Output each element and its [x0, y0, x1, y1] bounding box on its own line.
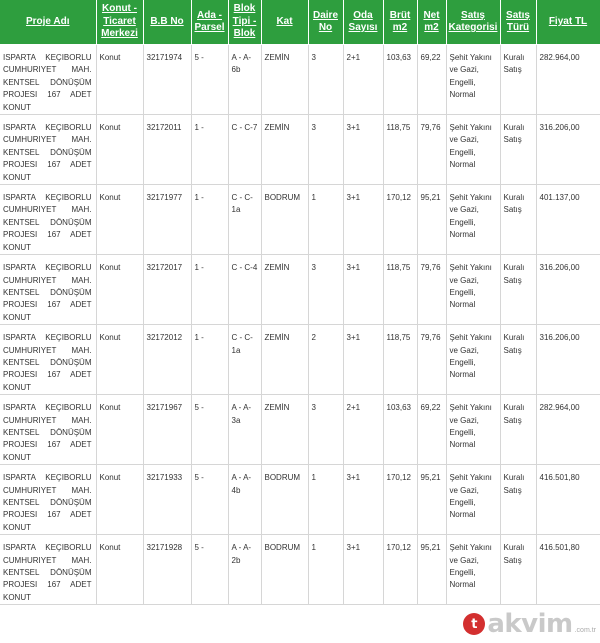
- cell-brut: 103,63: [383, 45, 417, 115]
- cell-bb: 32171967: [143, 395, 191, 465]
- col-header-fiyat[interactable]: Fiyat TL: [536, 0, 600, 45]
- cell-ada: 5 -: [191, 535, 228, 605]
- cell-proje: ISPARTA KEÇIBORLU CUMHURIYET MAH. KENTSEL DÖNÜŞÜM PROJESI 167 ADET KONUT: [0, 395, 96, 465]
- cell-kategori: Şehit Yakını ve Gazi, Engelli, Normal: [446, 535, 500, 605]
- cell-fiyat: 282.964,00: [536, 395, 600, 465]
- cell-proje: ISPARTA KEÇIBORLU CUMHURIYET MAH. KENTSEL DÖNÜŞÜM PROJESI 167 ADET KONUT: [0, 325, 96, 395]
- cell-ada: 5 -: [191, 395, 228, 465]
- takvim-logo-icon: t: [463, 613, 485, 635]
- table-row: [0, 325, 600, 395]
- cell-brut: 118,75: [383, 115, 417, 185]
- cell-kat: BODRUM: [261, 535, 308, 605]
- cell-blok: A - A-3a: [228, 395, 261, 465]
- cell-tur: Kuralı Satış: [500, 115, 536, 185]
- table-row: [0, 115, 600, 185]
- cell-kat: BODRUM: [261, 185, 308, 255]
- cell-daire: 2: [308, 325, 343, 395]
- cell-brut: 170,12: [383, 535, 417, 605]
- col-header-proje[interactable]: Proje Adı: [0, 0, 96, 45]
- cell-oda: 3+1: [343, 255, 383, 325]
- cell-tur: Kuralı Satış: [500, 395, 536, 465]
- cell-proje: ISPARTA KEÇIBORLU CUMHURIYET MAH. KENTSEL DÖNÜŞÜM PROJESI 167 ADET KONUT: [0, 255, 96, 325]
- cell-fiyat: 416.501,80: [536, 465, 600, 535]
- col-header-tur[interactable]: Satış Türü: [500, 0, 536, 45]
- watermark-text: akvim: [487, 609, 573, 639]
- col-header-bb[interactable]: B.B No: [143, 0, 191, 45]
- cell-ada: 1 -: [191, 325, 228, 395]
- cell-bb: 32172012: [143, 325, 191, 395]
- cell-tur: Kuralı Satış: [500, 325, 536, 395]
- cell-net: 79,76: [417, 325, 446, 395]
- cell-konut: Konut: [96, 45, 143, 115]
- cell-konut: Konut: [96, 115, 143, 185]
- cell-kategori: Şehit Yakını ve Gazi, Engelli, Normal: [446, 185, 500, 255]
- cell-konut: Konut: [96, 185, 143, 255]
- watermark: [463, 609, 596, 639]
- watermark-suffix: .com.tr: [574, 626, 596, 634]
- cell-kategori: Şehit Yakını ve Gazi, Engelli, Normal: [446, 115, 500, 185]
- cell-kat: ZEMİN: [261, 395, 308, 465]
- cell-kategori: Şehit Yakını ve Gazi, Engelli, Normal: [446, 45, 500, 115]
- table-body: [0, 45, 600, 605]
- cell-kategori: Şehit Yakını ve Gazi, Engelli, Normal: [446, 255, 500, 325]
- cell-tur: Kuralı Satış: [500, 45, 536, 115]
- cell-brut: 118,75: [383, 325, 417, 395]
- cell-bb: 32172011: [143, 115, 191, 185]
- cell-ada: 1 -: [191, 185, 228, 255]
- cell-kategori: Şehit Yakını ve Gazi, Engelli, Normal: [446, 325, 500, 395]
- cell-blok: A - A-2b: [228, 535, 261, 605]
- table-header-row: [0, 0, 600, 45]
- cell-bb: 32172017: [143, 255, 191, 325]
- cell-ada: 5 -: [191, 465, 228, 535]
- cell-oda: 3+1: [343, 465, 383, 535]
- cell-daire: 1: [308, 465, 343, 535]
- cell-kat: ZEMİN: [261, 325, 308, 395]
- table-row: [0, 465, 600, 535]
- cell-kat: ZEMİN: [261, 115, 308, 185]
- cell-proje: ISPARTA KEÇIBORLU CUMHURIYET MAH. KENTSEL DÖNÜŞÜM PROJESI 167 ADET KONUT: [0, 115, 96, 185]
- cell-daire: 3: [308, 45, 343, 115]
- cell-konut: Konut: [96, 255, 143, 325]
- cell-proje: ISPARTA KEÇIBORLU CUMHURIYET MAH. KENTSEL DÖNÜŞÜM PROJESI 167 ADET KONUT: [0, 465, 96, 535]
- cell-fiyat: 316.206,00: [536, 325, 600, 395]
- cell-blok: C - C-4: [228, 255, 261, 325]
- cell-daire: 3: [308, 395, 343, 465]
- cell-blok: C - C-1a: [228, 325, 261, 395]
- table-row: [0, 535, 600, 605]
- col-header-oda[interactable]: Oda Sayısı: [343, 0, 383, 45]
- cell-ada: 5 -: [191, 45, 228, 115]
- cell-daire: 1: [308, 535, 343, 605]
- cell-net: 79,76: [417, 115, 446, 185]
- col-header-kat[interactable]: Kat: [261, 0, 308, 45]
- cell-oda: 2+1: [343, 45, 383, 115]
- cell-konut: Konut: [96, 535, 143, 605]
- col-header-konut[interactable]: Konut - Ticaret Merkezi: [96, 0, 143, 45]
- cell-konut: Konut: [96, 465, 143, 535]
- cell-fiyat: 401.137,00: [536, 185, 600, 255]
- cell-fiyat: 316.206,00: [536, 255, 600, 325]
- cell-blok: C - C-1a: [228, 185, 261, 255]
- cell-fiyat: 416.501,80: [536, 535, 600, 605]
- cell-bb: 32171977: [143, 185, 191, 255]
- cell-net: 69,22: [417, 45, 446, 115]
- cell-proje: ISPARTA KEÇIBORLU CUMHURIYET MAH. KENTSEL DÖNÜŞÜM PROJESI 167 ADET KONUT: [0, 535, 96, 605]
- cell-kat: ZEMİN: [261, 45, 308, 115]
- cell-oda: 3+1: [343, 325, 383, 395]
- cell-net: 69,22: [417, 395, 446, 465]
- cell-ada: 1 -: [191, 255, 228, 325]
- table-row: [0, 45, 600, 115]
- cell-daire: 1: [308, 185, 343, 255]
- cell-kategori: Şehit Yakını ve Gazi, Engelli, Normal: [446, 395, 500, 465]
- cell-bb: 32171928: [143, 535, 191, 605]
- cell-kategori: Şehit Yakını ve Gazi, Engelli, Normal: [446, 465, 500, 535]
- cell-proje: ISPARTA KEÇIBORLU CUMHURIYET MAH. KENTSEL DÖNÜŞÜM PROJESI 167 ADET KONUT: [0, 45, 96, 115]
- cell-oda: 3+1: [343, 115, 383, 185]
- cell-blok: A - A-4b: [228, 465, 261, 535]
- cell-proje: ISPARTA KEÇIBORLU CUMHURIYET MAH. KENTSEL DÖNÜŞÜM PROJESI 167 ADET KONUT: [0, 185, 96, 255]
- table-row: [0, 185, 600, 255]
- table-row: [0, 255, 600, 325]
- col-header-net[interactable]: Net m2: [417, 0, 446, 45]
- cell-brut: 170,12: [383, 185, 417, 255]
- cell-tur: Kuralı Satış: [500, 535, 536, 605]
- cell-konut: Konut: [96, 395, 143, 465]
- cell-brut: 170,12: [383, 465, 417, 535]
- col-header-kategori[interactable]: Satış Kategorisi: [446, 0, 500, 45]
- cell-blok: A - A-6b: [228, 45, 261, 115]
- cell-fiyat: 316.206,00: [536, 115, 600, 185]
- cell-fiyat: 282.964,00: [536, 45, 600, 115]
- cell-daire: 3: [308, 255, 343, 325]
- cell-tur: Kuralı Satış: [500, 185, 536, 255]
- cell-net: 95,21: [417, 535, 446, 605]
- cell-oda: 2+1: [343, 395, 383, 465]
- col-header-blok[interactable]: Blok Tipi - Blok: [228, 0, 261, 45]
- cell-tur: Kuralı Satış: [500, 255, 536, 325]
- cell-oda: 3+1: [343, 535, 383, 605]
- col-header-brut[interactable]: Brüt m2: [383, 0, 417, 45]
- cell-konut: Konut: [96, 325, 143, 395]
- cell-kat: ZEMİN: [261, 255, 308, 325]
- cell-bb: 32171974: [143, 45, 191, 115]
- col-header-ada[interactable]: Ada - Parsel: [191, 0, 228, 45]
- cell-blok: C - C-7: [228, 115, 261, 185]
- cell-bb: 32171933: [143, 465, 191, 535]
- col-header-daire[interactable]: Daire No: [308, 0, 343, 45]
- cell-net: 79,76: [417, 255, 446, 325]
- cell-brut: 118,75: [383, 255, 417, 325]
- table-row: [0, 395, 600, 465]
- cell-brut: 103,63: [383, 395, 417, 465]
- cell-net: 95,21: [417, 465, 446, 535]
- cell-kat: BODRUM: [261, 465, 308, 535]
- cell-ada: 1 -: [191, 115, 228, 185]
- cell-tur: Kuralı Satış: [500, 465, 536, 535]
- cell-oda: 3+1: [343, 185, 383, 255]
- cell-daire: 3: [308, 115, 343, 185]
- cell-net: 95,21: [417, 185, 446, 255]
